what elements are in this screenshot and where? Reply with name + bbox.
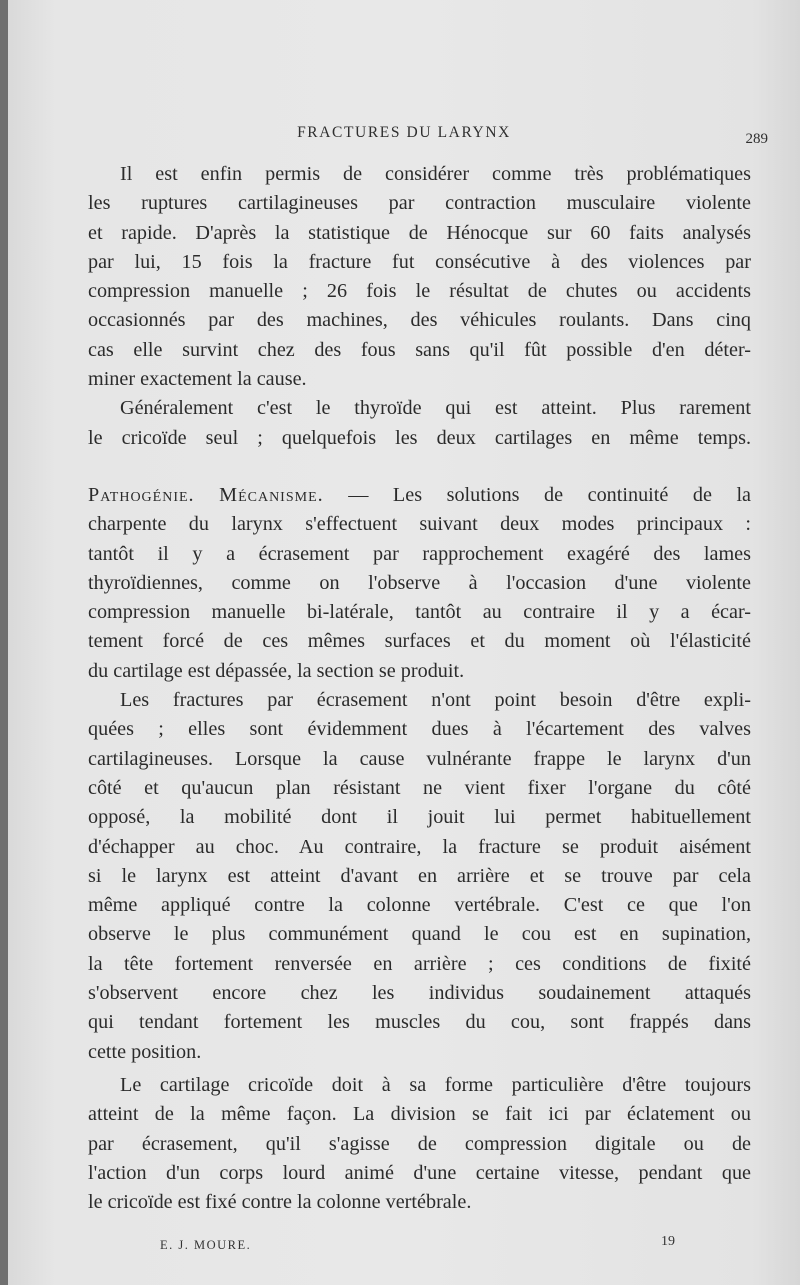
paragraph-2: [88, 394, 751, 453]
body-text: [88, 160, 751, 1217]
text-line: la tête fortement renversée en arrière ; ces conditions de fixité: [88, 952, 751, 975]
text-line: par lui, 15 fois la fracture fut consécutive à des violences par: [88, 250, 751, 273]
text-line: Il est enfin permis de considérer comme très problématiques: [120, 163, 751, 185]
text-line: même appliqué contre la colonne vertébrale. C'est ce que l'on: [88, 894, 751, 917]
text-line: Généralement c'est le thyroïde qui est atteint. Plus rarement: [120, 397, 751, 420]
page-title: FRACTURES DU LARYNX: [297, 124, 511, 141]
text-line: le cricoïde est fixé contre la colonne vertébrale.: [88, 1191, 472, 1214]
text-line: cas elle survint chez des fous sans qu'il fût possible d'en déter-: [88, 338, 751, 361]
text-line: cette position.: [88, 1040, 202, 1063]
text-line: l'action d'un corps lourd animé d'une certaine vitesse, pendant que: [88, 1161, 751, 1184]
text-line: tantôt il y a écrasement par rapprochement exagéré des lames: [88, 542, 751, 565]
section-heading-pathogenie: Pathogénie.: [88, 483, 195, 506]
text-line: tement forcé de ces mêmes surfaces et du moment où l'élasticité: [88, 630, 751, 653]
text-line: Le cartilage cricoïde doit à sa forme particulière d'être toujours: [120, 1073, 751, 1096]
book-page: [8, 0, 800, 1285]
text-line: miner exactement la cause.: [88, 368, 307, 391]
text-line: charpente du larynx s'effectuent suivant deux modes principaux :: [88, 513, 751, 536]
paragraph-3: [88, 481, 751, 686]
page-number: 289: [745, 131, 768, 147]
text-line: qui tendant fortement les muscles du cou, sont frappés dans: [88, 1011, 751, 1034]
text-line: atteint de la même façon. La division se fait ici par éclatement ou: [88, 1103, 751, 1126]
text-line: cartilagineuses. Lorsque la cause vulnérante frappe le larynx d'un: [88, 747, 751, 770]
paragraph-5: [88, 1071, 751, 1217]
text-line: thyroïdiennes, comme on l'observe à l'occasion d'une violente: [88, 571, 751, 594]
text-line: quées ; elles sont évidemment dues à l'écartement des valves: [88, 718, 751, 741]
running-head: [8, 124, 800, 148]
text-line: occasionnés par des machines, des véhicules roulants. Dans cinq: [88, 309, 751, 332]
paragraph-1: [88, 160, 751, 394]
text-line-rest: — Les solutions de continuité de la: [348, 483, 752, 506]
paragraph-4: [88, 686, 751, 1067]
text-line: et rapide. D'après la statistique de Hénocque sur 60 faits analysés: [88, 221, 751, 244]
page-footer: [8, 1234, 800, 1256]
text-line: Les fractures par écrasement n'ont point besoin d'être expli-: [120, 689, 751, 712]
text-line: le cricoïde seul ; quelquefois les deux cartilages en même temps.: [88, 426, 751, 449]
text-line: côté et qu'aucun plan résistant ne vient fixer l'organe du côté: [88, 776, 751, 799]
text-line: du cartilage est dépassée, la section se produit.: [88, 659, 465, 682]
section-heading-mecanisme: Mécanisme.: [219, 483, 324, 506]
section-gap: [88, 453, 751, 481]
text-line: compression manuelle bi-latérale, tantôt au contraire il y a écar-: [88, 601, 751, 624]
text-line: d'échapper au choc. Au contraire, la fracture se produit aisément: [88, 835, 751, 858]
signature-mark: 19: [661, 1234, 675, 1249]
text-line: compression manuelle ; 26 fois le résultat de chutes ou accidents: [88, 280, 751, 303]
text-line: si le larynx est atteint d'avant en arrière et se trouve par cela: [88, 864, 751, 887]
text-line: par écrasement, qu'il s'agisse de compression digitale ou de: [88, 1132, 751, 1155]
text-line: s'observent encore chez les individus soudainement attaqués: [88, 982, 751, 1005]
text-line: opposé, la mobilité dont il jouit lui permet habituellement: [88, 806, 751, 829]
footer-author: E. J. MOURE.: [160, 1238, 252, 1252]
section-heading-line: [88, 481, 751, 510]
text-line: observe le plus communément quand le cou est en supination,: [88, 923, 751, 946]
text-line: les ruptures cartilagineuses par contraction musculaire violente: [88, 192, 751, 215]
